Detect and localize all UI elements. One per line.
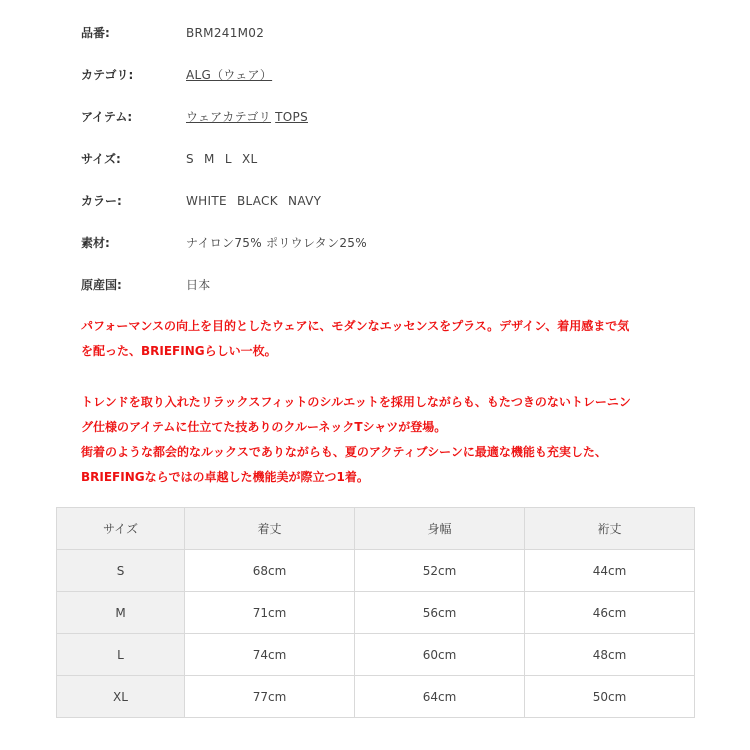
table-cell: 56cm <box>355 592 525 634</box>
table-cell: 48cm <box>525 634 695 676</box>
size-option: S <box>186 152 194 166</box>
table-cell: 64cm <box>355 676 525 718</box>
table-cell: 68cm <box>185 550 355 592</box>
category-link[interactable]: ALG（ウェア） <box>186 68 273 82</box>
table-row <box>57 550 695 592</box>
size-option: XL <box>241 152 258 166</box>
item-value <box>186 107 308 127</box>
table-cell: 71cm <box>185 592 355 634</box>
header-size: サイズ <box>57 508 185 550</box>
spec-label: 原産国: <box>81 278 122 292</box>
spec-label: サイズ: <box>81 152 121 166</box>
tops-link[interactable]: TOPS <box>275 110 308 124</box>
spec-label: 品番: <box>81 26 110 40</box>
size-table-header-row <box>57 508 695 550</box>
part-number-value: BRM241M02 <box>186 26 265 40</box>
table-cell: 77cm <box>185 676 355 718</box>
description-paragraph-1 <box>81 314 681 364</box>
description-line: グ仕様のアイテムに仕立てた技ありのクルーネックTシャツが登場。 <box>81 420 447 434</box>
description-paragraph-2 <box>81 390 681 490</box>
table-row <box>57 634 695 676</box>
material-value: ナイロン75% ポリウレタン25% <box>186 236 367 250</box>
color-option: NAVY <box>288 194 322 208</box>
description-line: を配った、BRIEFINGらしい一枚。 <box>81 344 277 358</box>
description-line: パフォーマンスの向上を目的としたウェアに、モダンなエッセンスをプラス。デザイン、着用感まで気 <box>81 319 630 333</box>
table-cell-size: L <box>57 634 185 676</box>
size-option: M <box>204 152 215 166</box>
spec-label: カテゴリ: <box>81 68 134 82</box>
table-cell: 46cm <box>525 592 695 634</box>
table-cell-size: S <box>57 550 185 592</box>
spec-label: アイテム: <box>81 110 133 124</box>
category-value <box>186 65 272 85</box>
size-table <box>56 507 695 718</box>
header-length: 着丈 <box>185 508 355 550</box>
color-option: BLACK <box>236 194 278 208</box>
table-cell: 44cm <box>525 550 695 592</box>
wear-category-link[interactable]: ウェアカテゴリ <box>186 110 272 124</box>
size-option: L <box>224 152 232 166</box>
description-line: BRIEFINGならではの卓越した機能美が際立つ1着。 <box>81 470 369 484</box>
color-values <box>186 191 321 211</box>
header-chest-width: 身幅 <box>355 508 525 550</box>
table-cell: 60cm <box>355 634 525 676</box>
table-cell-size: XL <box>57 676 185 718</box>
description-line: トレンドを取り入れたリラックスフィットのシルエットを採用しながらも、もたつきのないトレーニン <box>81 395 631 409</box>
table-cell: 50cm <box>525 676 695 718</box>
header-sleeve-length: 裄丈 <box>525 508 695 550</box>
table-cell-size: M <box>57 592 185 634</box>
size-values <box>186 149 257 169</box>
origin-value: 日本 <box>186 278 211 292</box>
table-cell: 74cm <box>185 634 355 676</box>
spec-label: カラー: <box>81 194 122 208</box>
spec-label: 素材: <box>81 236 110 250</box>
color-option: WHITE <box>186 194 227 208</box>
description-line: 街着のような都会的なルックスでありながらも、夏のアクティブシーンに最適な機能も充実した、 <box>81 445 607 459</box>
table-cell: 52cm <box>355 550 525 592</box>
table-row <box>57 676 695 718</box>
table-row <box>57 592 695 634</box>
